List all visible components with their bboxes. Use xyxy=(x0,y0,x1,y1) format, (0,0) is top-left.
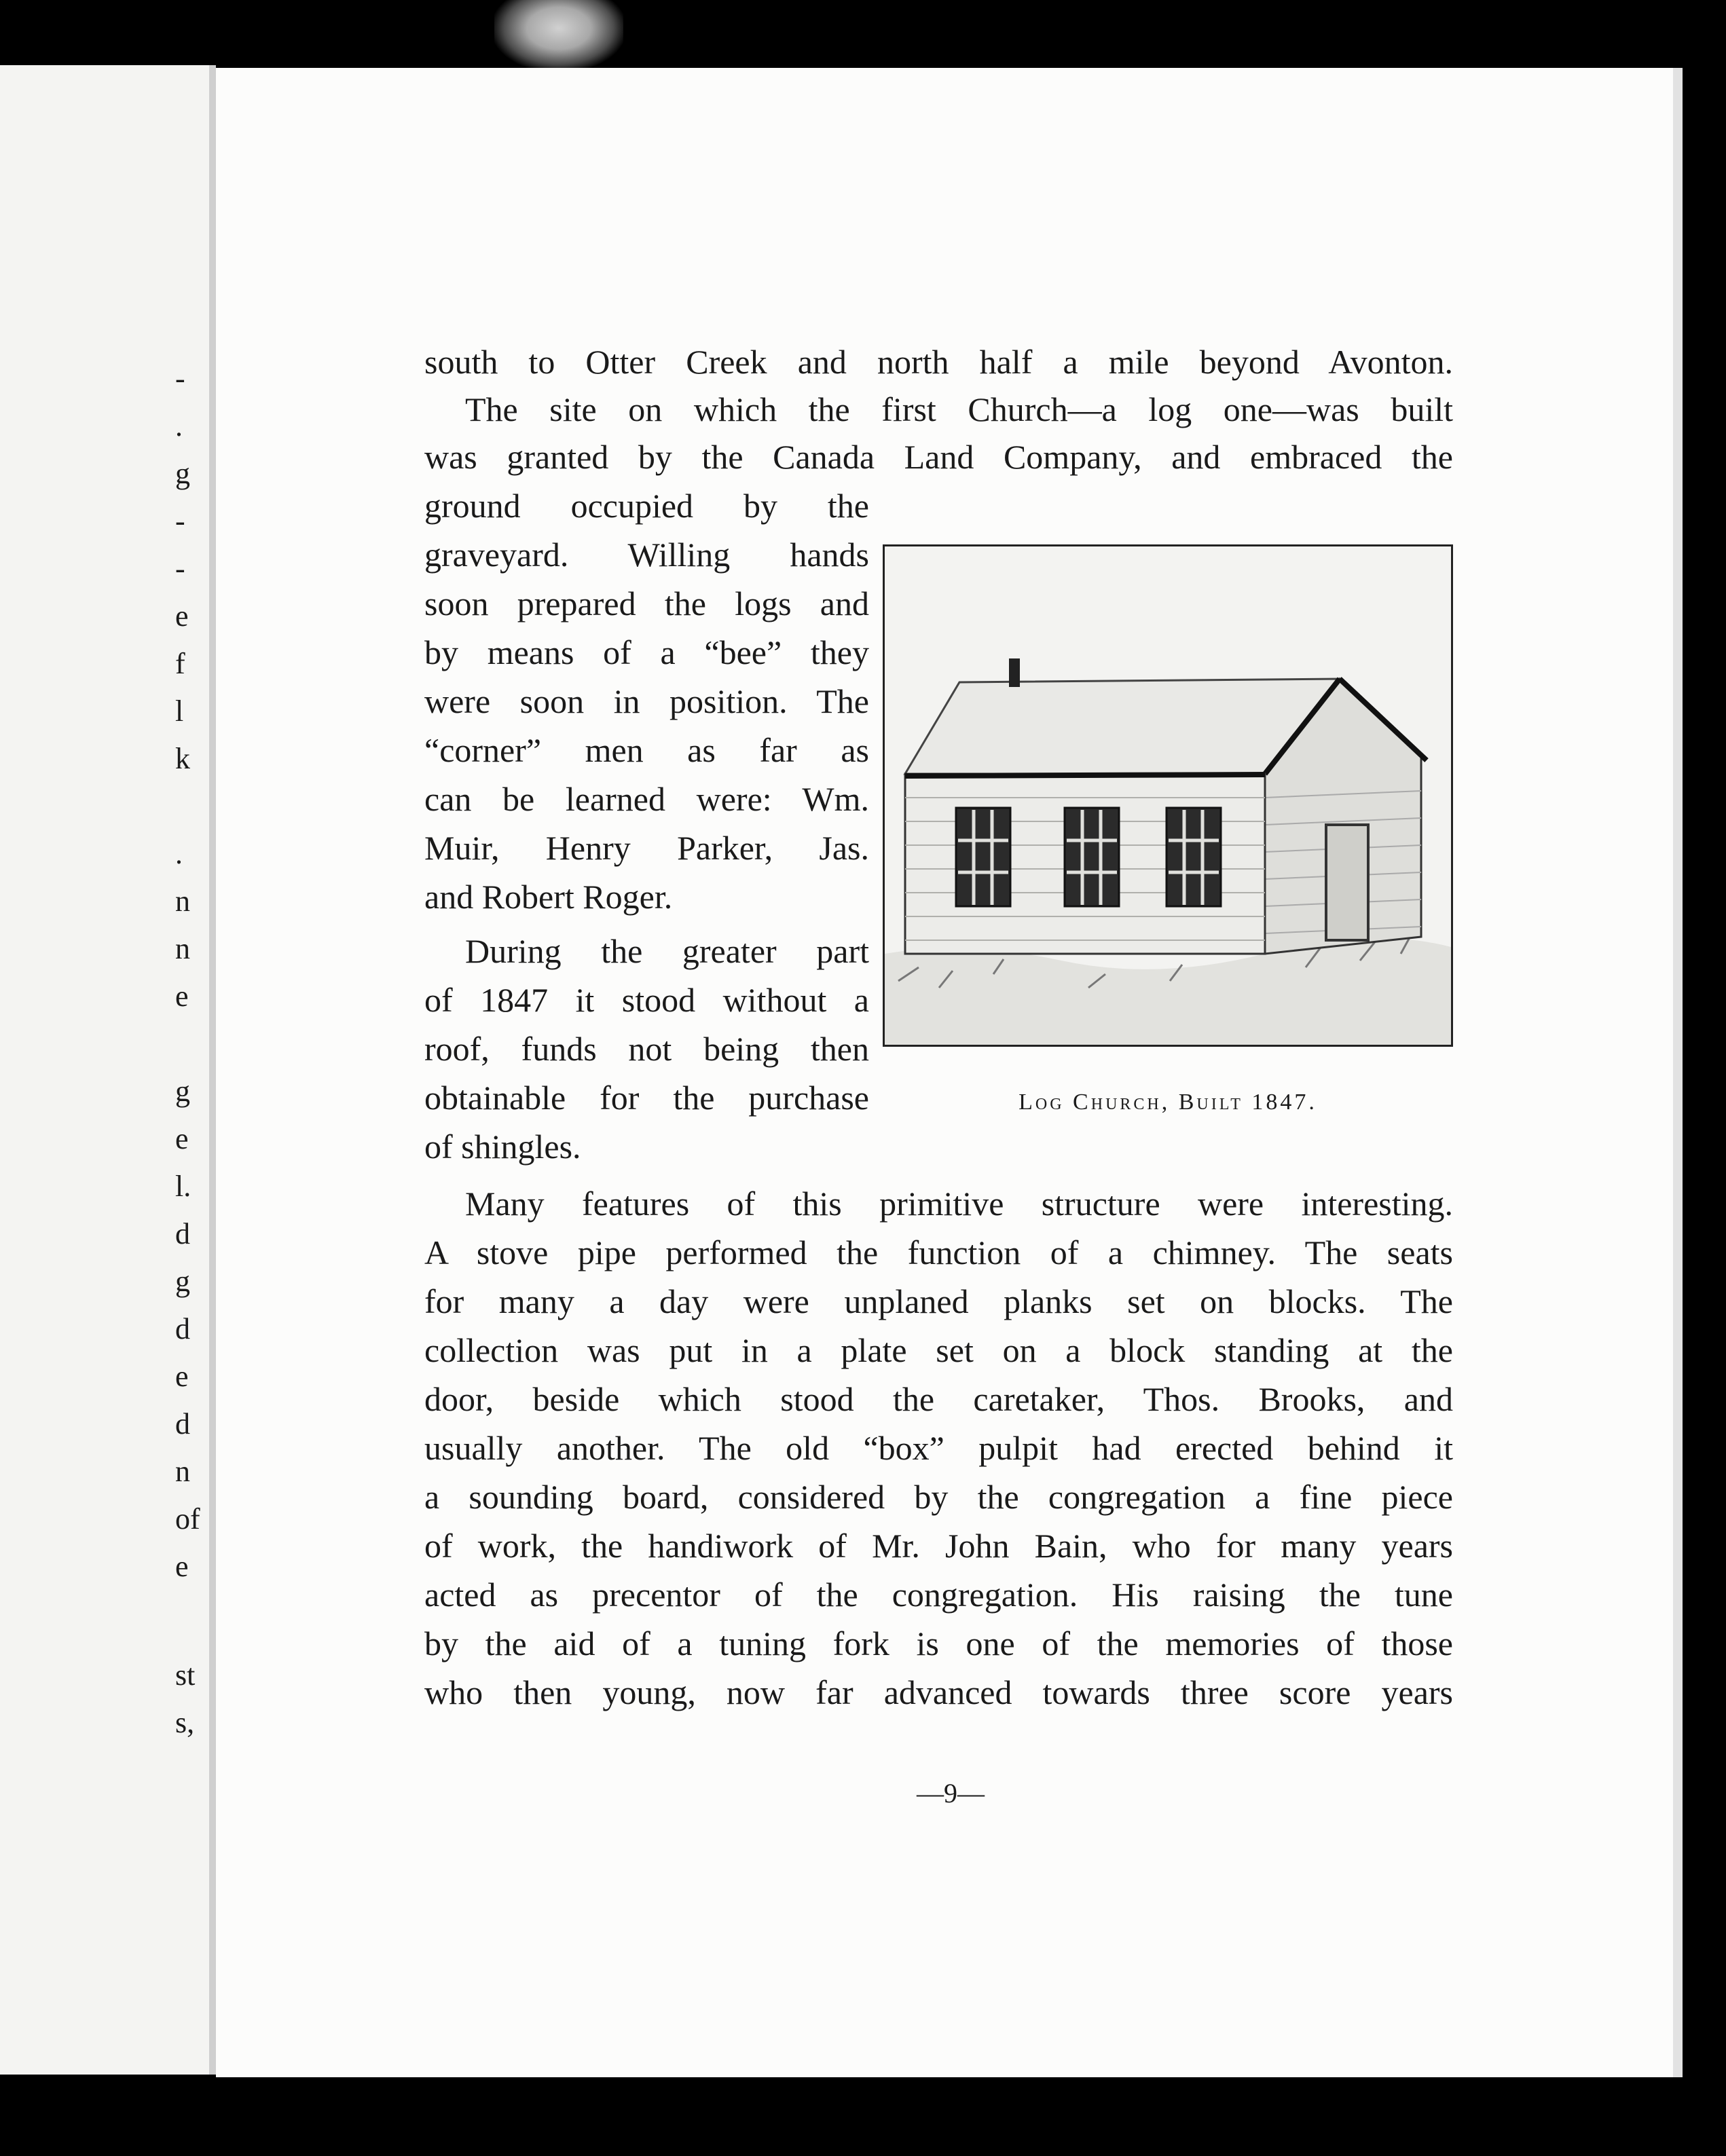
text-line: by means of a “bee” they xyxy=(424,633,869,671)
page-gutter xyxy=(209,65,216,2075)
left-edge-char: g xyxy=(175,1265,190,1298)
left-edge-char: l xyxy=(175,694,184,728)
text-line: graveyard. Willing hands xyxy=(424,536,869,574)
left-edge-char: e xyxy=(175,1550,189,1583)
left-edge-char: of xyxy=(175,1502,200,1536)
log-church-drawing xyxy=(885,546,1451,1045)
log-church-illustration xyxy=(883,544,1453,1047)
text-line: door, beside which stood the caretaker, Thos. Brooks, and xyxy=(424,1380,1453,1418)
text-line: acted as precentor of the congregation. His raising the tune xyxy=(424,1576,1453,1614)
left-edge-char: n xyxy=(175,932,190,965)
left-edge-char: e xyxy=(175,1122,189,1155)
left-edge-char: k xyxy=(175,742,190,775)
text-line: “corner” men as far as xyxy=(424,731,869,769)
left-edge-char: - xyxy=(175,362,185,395)
text-line: of 1847 it stood without a xyxy=(424,981,869,1019)
left-edge-char: g xyxy=(175,457,190,490)
text-line: of shingles. xyxy=(424,1128,581,1166)
left-edge-char: e xyxy=(175,1360,189,1393)
left-edge-char: e xyxy=(175,599,189,633)
left-page xyxy=(0,65,216,2075)
left-edge-char: . xyxy=(175,409,183,443)
text-line: and Robert Roger. xyxy=(424,878,673,916)
text-line: of work, the handiwork of Mr. John Bain, who for many years xyxy=(424,1527,1453,1565)
text-line: south to Otter Creek and north half a mile beyond Avonton. xyxy=(424,343,1453,381)
text-line: ground occupied by the xyxy=(424,487,869,525)
text-line: were soon in position. The xyxy=(424,682,869,720)
text-line: The site on which the first Church—a log one—was built xyxy=(465,390,1453,428)
text-line: usually another. The old “box” pulpit had erected behind it xyxy=(424,1429,1453,1467)
scan-dust-mark xyxy=(494,0,623,71)
text-line: During the greater part xyxy=(465,932,869,970)
text-line: was granted by the Canada Land Company, and embraced the xyxy=(424,438,1453,476)
left-edge-char: l. xyxy=(175,1170,191,1203)
left-edge-char: e xyxy=(175,980,189,1013)
left-edge-char: n xyxy=(175,1455,190,1488)
left-edge-char: f xyxy=(175,647,185,680)
text-line: can be learned were: Wm. xyxy=(424,780,869,818)
page-number: —9— xyxy=(917,1778,985,1808)
left-edge-char: s, xyxy=(175,1706,195,1739)
text-line: Muir, Henry Parker, Jas. xyxy=(424,829,869,867)
left-edge-char: d xyxy=(175,1407,190,1441)
left-edge-char: n xyxy=(175,885,190,918)
left-edge-char: d xyxy=(175,1312,190,1345)
text-line: for many a day were unplaned planks set on blocks. The xyxy=(424,1282,1453,1320)
text-line: Many features of this primitive structure were interesting. xyxy=(465,1185,1453,1223)
left-edge-char: g xyxy=(175,1075,190,1108)
text-line: A stove pipe performed the function of a chimney. The seats xyxy=(424,1233,1453,1271)
left-edge-char: - xyxy=(175,552,185,585)
text-line: soon prepared the logs and xyxy=(424,584,869,622)
figure-caption: Log Church, Built 1847. xyxy=(1018,1090,1317,1115)
text-line: by the aid of a tuning fork is one of the memories of those xyxy=(424,1624,1453,1662)
text-line: collection was put in a plate set on a block standing at the xyxy=(424,1331,1453,1369)
text-line: who then young, now far advanced towards three score years xyxy=(424,1673,1453,1711)
text-line: roof, funds not being then xyxy=(424,1030,869,1068)
left-edge-char: - xyxy=(175,504,185,538)
left-edge-char: d xyxy=(175,1217,190,1250)
text-line: a sounding board, considered by the congregation a fine piece xyxy=(424,1478,1453,1516)
text-line: obtainable for the purchase xyxy=(424,1079,869,1117)
left-edge-char: . xyxy=(175,837,183,870)
left-edge-char: st xyxy=(175,1658,196,1692)
page-edge-shadow xyxy=(1673,68,1683,2077)
